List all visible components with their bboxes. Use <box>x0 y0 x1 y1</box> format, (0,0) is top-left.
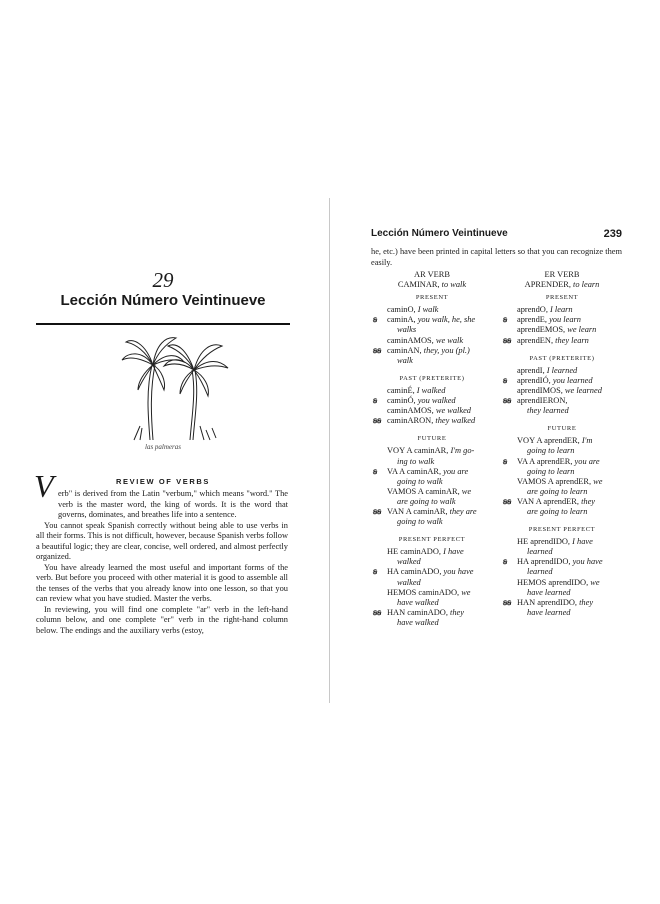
spanish-form: VAMOS A aprendER, <box>517 476 592 486</box>
english-meaning: they <box>450 607 464 617</box>
spanish-form: aprendE, <box>517 315 547 325</box>
person-marker: ꞩ <box>373 396 378 406</box>
conjugation-row <box>373 487 491 507</box>
spanish-form: HEMOS aprendIDO, <box>517 577 589 587</box>
spanish-form: aprendEN, <box>517 335 554 345</box>
english-meaning-continued: going to learn <box>527 466 575 476</box>
english-meaning: you are <box>443 466 469 476</box>
english-meaning: you have <box>443 567 474 577</box>
conjugation-row <box>373 467 491 487</box>
english-meaning-continued: have learned <box>527 607 571 617</box>
illustration-caption: las palmeras <box>145 443 181 451</box>
spanish-form: VA A caminAR, <box>387 466 442 476</box>
english-meaning: I learn <box>550 305 573 315</box>
conjugation-row <box>373 386 491 396</box>
spanish-form: HEMOS caminADO, <box>387 587 460 597</box>
conjugation-row <box>503 336 621 346</box>
drop-cap: V <box>34 468 54 504</box>
section-gap <box>503 416 621 421</box>
spanish-form: HAN aprendIDO, <box>517 597 578 607</box>
english-meaning: we <box>593 476 603 486</box>
english-meaning: they walked <box>435 416 476 426</box>
spanish-form: HE aprendIDO, <box>517 537 571 547</box>
english-meaning-continued: have walked <box>397 617 439 627</box>
english-meaning: I have <box>572 537 593 547</box>
conjugation-row <box>503 477 621 497</box>
english-meaning: we <box>461 486 472 496</box>
verb-meaning: to learn <box>573 280 600 290</box>
person-marker: ꞩ <box>373 567 378 577</box>
person-marker: ꞩ <box>503 315 508 325</box>
section-gap <box>503 517 621 522</box>
english-meaning: I'm go- <box>450 446 475 456</box>
conjugation-row <box>373 567 491 587</box>
paragraph: You have already learned the most useful and important forms of the verb. But before you proceed with other material it is good to assemble all the tenses of the verbs that you already know into one lesson, so that you can review what you have studied. Master the verbs. <box>36 562 288 603</box>
english-meaning-continued: walks <box>397 325 417 335</box>
spanish-form: caminAMOS, <box>387 406 434 416</box>
palm-trees-illustration <box>120 330 230 442</box>
conjugation-row <box>503 557 621 577</box>
person-marker: ꞩ <box>503 456 508 466</box>
section-gap <box>373 366 491 371</box>
spanish-form: aprendIÓ, <box>517 375 551 385</box>
conjugation-row <box>373 547 491 567</box>
verb-meaning: to walk <box>441 280 467 290</box>
chapter-title: Lección Número Veintinueve <box>60 292 266 309</box>
tense-label: PAST (PRETERITE) <box>399 374 465 382</box>
verb-infinitive: CAMINAR, <box>397 280 440 290</box>
header-title: Lección Número Veintinueve <box>371 228 508 239</box>
conjugation-row <box>503 386 621 396</box>
spanish-form: caminÉ, <box>387 385 415 395</box>
person-marker: ꞩ <box>373 315 378 325</box>
person-marker: ꞩ <box>503 375 508 385</box>
conjugation-row <box>373 416 491 426</box>
english-meaning-continued: are going to walk <box>397 496 456 506</box>
english-meaning: they <box>579 597 594 607</box>
english-meaning: I have <box>443 547 464 557</box>
person-marker: ꞩ <box>373 466 378 476</box>
spanish-form: HA aprendIDO, <box>517 557 571 567</box>
english-meaning-continued: are going to learn <box>527 506 588 516</box>
english-meaning-continued: going to walk <box>397 517 443 527</box>
spanish-form: aprendIMOS, <box>517 385 563 395</box>
person-marker: ꞩꞩ <box>503 396 512 406</box>
verb-name <box>373 280 491 290</box>
section-gap <box>373 527 491 532</box>
spanish-form: aprendEMOS, <box>517 325 566 335</box>
spanish-form: VAN A aprendER, <box>517 496 579 506</box>
english-meaning: you learn <box>549 315 581 325</box>
running-header <box>371 228 622 239</box>
english-meaning-continued: ing to walk <box>397 456 435 466</box>
conjugation-row <box>503 537 621 557</box>
english-meaning: we walked <box>435 406 471 416</box>
conjugation-row <box>503 497 621 517</box>
paragraph: You cannot speak Spanish correctly without being able to use verbs in all their forms. This is not difficult, however, because Spanish verbs follow a beautiful logic; they are clear, concise, well ordered, and almost perfectly organized. <box>36 520 288 561</box>
spanish-form: caminÓ, <box>387 396 416 406</box>
tense-label: PRESENT PERFECT <box>528 526 596 534</box>
person-marker: ꞩ <box>503 557 508 567</box>
tense-label: FUTURE <box>417 435 447 443</box>
spanish-form: VOY A caminAR, <box>387 446 449 456</box>
english-meaning-continued: walked <box>397 577 421 587</box>
conjugation-row <box>503 598 621 618</box>
spanish-form: caminARON, <box>387 416 434 426</box>
english-meaning: you are <box>574 456 600 466</box>
english-meaning: I'm <box>581 436 593 446</box>
english-meaning: you walked <box>417 396 456 406</box>
tense-label: PRESENT PERFECT <box>398 536 466 544</box>
ar-verb-column <box>373 270 491 628</box>
english-meaning: you learned <box>552 375 593 385</box>
spanish-form: caminO, <box>387 305 416 315</box>
spanish-form: aprendO, <box>517 305 548 315</box>
spanish-form: HE caminADO, <box>387 547 441 557</box>
conjugation-row <box>503 325 621 335</box>
english-meaning: I walk <box>417 305 439 315</box>
conjugation-row <box>503 315 621 325</box>
english-meaning: you have <box>572 557 603 567</box>
english-meaning: they, you (pl.) <box>423 345 470 355</box>
english-meaning: we learned <box>564 385 602 395</box>
spanish-form: HA caminADO, <box>387 567 442 577</box>
conjugation-row <box>373 608 491 628</box>
conjugation-row <box>373 406 491 416</box>
english-meaning-continued: learned <box>527 547 553 557</box>
section-gap <box>373 426 491 431</box>
person-marker: ꞩꞩ <box>373 345 382 355</box>
tense-label: PRESENT <box>545 294 579 302</box>
english-meaning: you walk, he, she <box>417 315 476 325</box>
verb-infinitive: APRENDER, <box>524 280 571 290</box>
english-meaning: I learned <box>546 365 578 375</box>
page-number: 239 <box>603 228 622 240</box>
spanish-form: VOY A aprendER, <box>517 436 580 446</box>
tense-label: PAST (PRETERITE) <box>529 354 595 362</box>
conjugation-row <box>373 588 491 608</box>
english-meaning-continued: have learned <box>527 587 571 597</box>
verb-type-title: ER VERB <box>544 270 580 279</box>
spanish-form: aprendIERON, <box>517 396 568 406</box>
verb-name <box>503 280 621 290</box>
spanish-form: aprendI, <box>517 365 545 375</box>
spanish-form: VA A aprendER, <box>517 456 573 466</box>
spanish-form: caminAMOS, <box>387 335 434 345</box>
person-marker: ꞩꞩ <box>503 496 512 506</box>
conjugation-row <box>503 578 621 598</box>
conjugation-row <box>503 436 621 456</box>
spanish-form: VAMOS A caminAR, <box>387 486 460 496</box>
conjugation-row <box>373 346 491 366</box>
page-gutter <box>329 198 330 703</box>
english-meaning: I walked <box>416 385 446 395</box>
title-rule <box>36 323 290 325</box>
spanish-form: caminA, <box>387 315 416 325</box>
conjugation-row <box>373 446 491 466</box>
english-meaning-continued: going to walk <box>397 476 443 486</box>
paragraph: erb" is derived from the Latin "verbum," which means "word." The verb is the master word, the king of words. It is the word that governs, dominates, and breathes life into a sentence. <box>58 489 288 519</box>
spanish-form: caminAN, <box>387 345 422 355</box>
conjugation-row <box>373 336 491 346</box>
conjugation-row <box>503 366 621 376</box>
english-meaning-continued: walked <box>397 557 421 567</box>
person-marker: ꞩꞩ <box>373 506 382 516</box>
english-meaning-continued: going to learn <box>527 446 575 456</box>
english-meaning: we <box>461 587 471 597</box>
intro-text: he, etc.) have been printed in capital letters so that you can recognize them easily. <box>371 247 622 267</box>
conjugation-row <box>503 457 621 477</box>
english-meaning: they learn <box>555 335 589 345</box>
paragraph: In reviewing, you will find one complete "ar" verb in the left-hand column below, and one complete "er" verb in the right-hand column below. The endings and the auxiliary verbs (estoy, <box>36 604 288 635</box>
conjugation-row <box>373 396 491 406</box>
english-meaning: we walk <box>435 335 464 345</box>
person-marker: ꞩꞩ <box>373 416 382 426</box>
body-text <box>36 489 288 636</box>
chapter-number: 29 <box>152 268 174 292</box>
er-verb-column <box>503 270 621 618</box>
tense-label: FUTURE <box>547 425 577 433</box>
spanish-form: HAN caminADO, <box>387 607 448 617</box>
english-meaning: we learn <box>567 325 597 335</box>
verb-type-title: AR VERB <box>414 270 450 279</box>
section-gap <box>503 346 621 351</box>
english-meaning: they <box>581 496 596 506</box>
conjugation-row <box>503 305 621 315</box>
english-meaning: they are <box>449 506 477 516</box>
section-heading: REVIEW OF VERBS <box>116 477 211 486</box>
person-marker: ꞩꞩ <box>503 335 512 345</box>
person-marker: ꞩꞩ <box>373 607 382 617</box>
english-meaning-continued: learned <box>527 567 553 577</box>
spanish-form: VAN A caminAR, <box>387 506 448 516</box>
conjugation-row <box>373 507 491 527</box>
conjugation-row <box>503 376 621 386</box>
person-marker: ꞩꞩ <box>503 597 512 607</box>
english-meaning-continued: are going to learn <box>527 486 588 496</box>
conjugation-row <box>373 305 491 315</box>
english-meaning-continued: have walked <box>397 597 439 607</box>
conjugation-row <box>373 315 491 335</box>
conjugation-row <box>503 396 621 416</box>
english-meaning-continued: they learned <box>527 406 569 416</box>
english-meaning-continued: walk <box>397 355 413 365</box>
english-meaning: we <box>590 577 600 587</box>
tense-label: PRESENT <box>415 294 449 302</box>
